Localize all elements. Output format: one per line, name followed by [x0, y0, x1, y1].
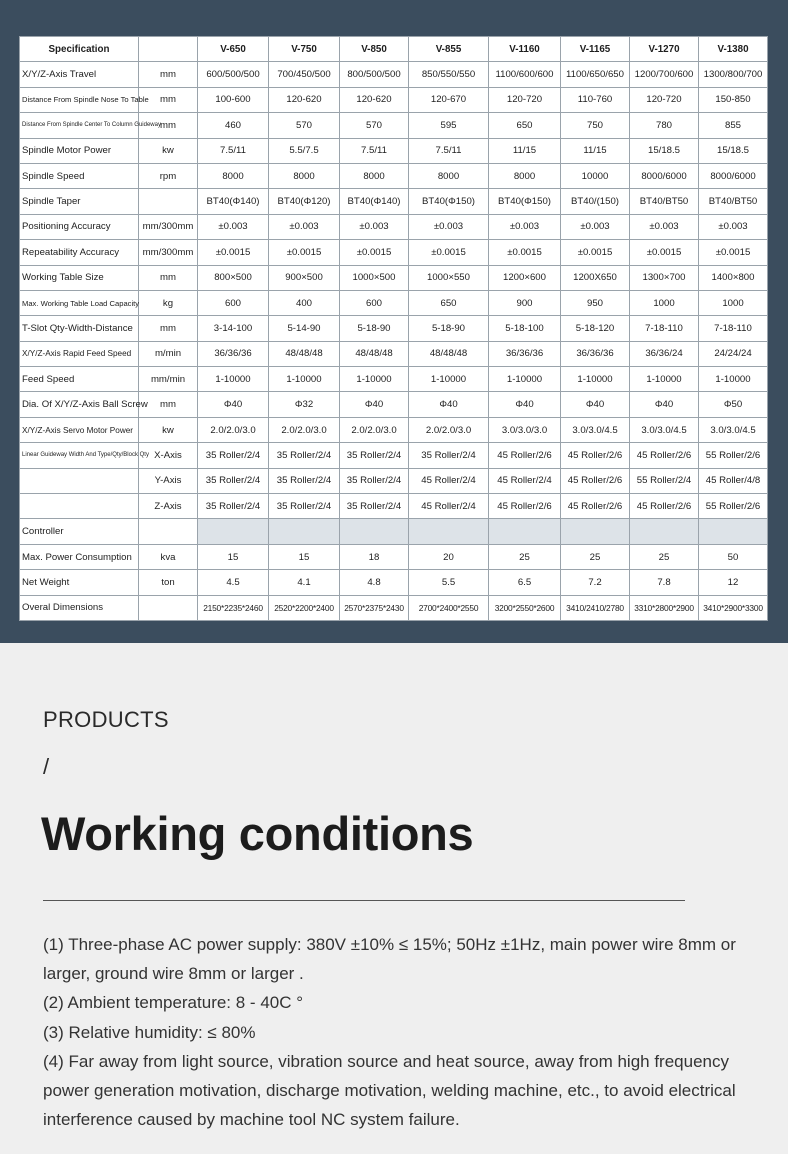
spec-unit: mm: [139, 265, 198, 290]
spec-unit: mm/min: [139, 367, 198, 392]
spec-value-cell: 120-620: [340, 87, 409, 112]
spec-value-cell: BT40(Φ150): [489, 189, 561, 214]
spec-value-cell: Φ40: [340, 392, 409, 417]
spec-value-cell: 7.5/11: [198, 138, 269, 163]
spec-value-cell: ±0.0015: [340, 240, 409, 265]
spec-value-cell: 7.2: [561, 570, 630, 595]
spec-value-cell: 150-850: [699, 87, 768, 112]
spec-value-cell: 1200/700/600: [630, 62, 699, 87]
spec-value-cell: Φ32: [269, 392, 340, 417]
spec-value-cell: 5-18-100: [489, 316, 561, 341]
spec-value-cell: 1100/600/600: [489, 62, 561, 87]
spec-value-cell: 45 Roller/2/6: [489, 494, 561, 519]
spec-value-cell: 750: [561, 113, 630, 138]
conditions-list: [43, 930, 763, 1134]
spec-value-cell: 1-10000: [198, 367, 269, 392]
spec-row: [20, 494, 768, 519]
spec-value-cell: 110-760: [561, 87, 630, 112]
spec-value-cell: 35 Roller/2/4: [198, 443, 269, 468]
spec-value-cell: 7.8: [630, 570, 699, 595]
spec-value-cell: 1-10000: [409, 367, 489, 392]
spec-value-cell: Φ40: [198, 392, 269, 417]
spec-value-cell: [630, 519, 699, 544]
spec-row: [20, 316, 768, 341]
spec-unit: mm: [139, 62, 198, 87]
spec-value-cell: 5-18-120: [561, 316, 630, 341]
spec-value-cell: 1-10000: [489, 367, 561, 392]
spec-value-cell: 2.0/2.0/3.0: [198, 417, 269, 442]
spec-value-cell: 45 Roller/2/4: [409, 494, 489, 519]
spec-value-cell: 18: [340, 544, 409, 569]
spec-value-cell: 25: [489, 544, 561, 569]
spec-param-label: Repeatability Accuracy: [20, 240, 139, 265]
spec-row: [20, 214, 768, 239]
spec-value-cell: ±0.0015: [409, 240, 489, 265]
spec-value-cell: 600: [198, 290, 269, 315]
spec-value-cell: 35 Roller/2/4: [198, 468, 269, 493]
spec-value-cell: 15: [198, 544, 269, 569]
spec-value-cell: 1000×550: [409, 265, 489, 290]
spec-value-cell: 3410/2410/2780: [561, 595, 630, 620]
spec-value-cell: 24/24/24: [699, 341, 768, 366]
spec-table: [19, 36, 768, 621]
spec-row: [20, 341, 768, 366]
spec-unit: mm: [139, 113, 198, 138]
spec-value-cell: 2700*2400*2550: [409, 595, 489, 620]
spec-value-cell: 48/48/48: [340, 341, 409, 366]
spec-value-cell: 900×500: [269, 265, 340, 290]
spec-row: [20, 544, 768, 569]
spec-value-cell: BT40/BT50: [699, 189, 768, 214]
spec-value-cell: 45 Roller/2/6: [630, 443, 699, 468]
spec-value-cell: ±0.003: [561, 214, 630, 239]
spec-value-cell: 35 Roller/2/4: [340, 494, 409, 519]
spec-row: [20, 87, 768, 112]
spec-value-cell: 8000/6000: [699, 163, 768, 188]
spec-row: [20, 519, 768, 544]
spec-value-cell: 1-10000: [340, 367, 409, 392]
spec-unit: [139, 595, 198, 620]
spec-value-cell: 45 Roller/4/8: [699, 468, 768, 493]
spec-value-cell: Φ40: [561, 392, 630, 417]
spec-value-cell: [489, 519, 561, 544]
spec-param-label: [20, 494, 139, 519]
spec-param-label: Max. Working Table Load Capacity: [20, 290, 139, 315]
spec-value-cell: 55 Roller/2/6: [699, 443, 768, 468]
spec-value-cell: 1000: [699, 290, 768, 315]
spec-value-cell: 3.0/3.0/3.0: [489, 417, 561, 442]
spec-param-label: Spindle Motor Power: [20, 138, 139, 163]
spec-unit: kg: [139, 290, 198, 315]
spec-value-cell: [340, 519, 409, 544]
spec-row: [20, 595, 768, 620]
spec-value-cell: 45 Roller/2/6: [561, 443, 630, 468]
spec-value-cell: 120-720: [489, 87, 561, 112]
spec-row: [20, 240, 768, 265]
spec-unit: [139, 519, 198, 544]
spec-value-cell: 650: [409, 290, 489, 315]
spec-value-cell: 7.5/11: [340, 138, 409, 163]
spec-value-cell: BT40/BT50: [630, 189, 699, 214]
spec-row: [20, 265, 768, 290]
spec-value-cell: 25: [630, 544, 699, 569]
spec-value-cell: 5-18-90: [409, 316, 489, 341]
spec-param-label: Feed Speed: [20, 367, 139, 392]
spec-value-cell: BT40(Φ150): [409, 189, 489, 214]
spec-unit: kva: [139, 544, 198, 569]
spec-value-cell: 1300/800/700: [699, 62, 768, 87]
spec-value-cell: 400: [269, 290, 340, 315]
spec-value-cell: 36/36/36: [198, 341, 269, 366]
spec-param-label: T-Slot Qty-Width-Distance: [20, 316, 139, 341]
spec-value-cell: 5.5: [409, 570, 489, 595]
spec-param-label: Dia. Of X/Y/Z-Axis Ball Screw: [20, 392, 139, 417]
spec-unit: mm/300mm: [139, 240, 198, 265]
products-label: PRODUCTS: [43, 707, 169, 732]
spec-unit: kw: [139, 417, 198, 442]
header-model: V-1160: [489, 37, 561, 62]
spec-unit: mm: [139, 87, 198, 112]
header-model: V-1165: [561, 37, 630, 62]
spec-value-cell: 35 Roller/2/4: [340, 443, 409, 468]
spec-value-cell: [561, 519, 630, 544]
spec-value-cell: 1-10000: [269, 367, 340, 392]
spec-value-cell: 5-18-90: [340, 316, 409, 341]
spec-row: [20, 62, 768, 87]
header-model: V-750: [269, 37, 340, 62]
spec-unit: X-Axis: [139, 443, 198, 468]
spec-value-cell: 2.0/2.0/3.0: [409, 417, 489, 442]
spec-value-cell: BT40(Φ120): [269, 189, 340, 214]
spec-unit: mm/300mm: [139, 214, 198, 239]
spec-param-label: Overal Dimensions: [20, 595, 139, 620]
spec-value-cell: 10000: [561, 163, 630, 188]
spec-value-cell: 25: [561, 544, 630, 569]
spec-value-cell: 2.0/2.0/3.0: [269, 417, 340, 442]
spec-unit: rpm: [139, 163, 198, 188]
spec-param-label: Controller: [20, 519, 139, 544]
spec-value-cell: 8000: [198, 163, 269, 188]
spec-value-cell: 36/36/36: [489, 341, 561, 366]
spec-row: [20, 392, 768, 417]
spec-unit: Z-Axis: [139, 494, 198, 519]
spec-value-cell: ±0.003: [269, 214, 340, 239]
spec-value-cell: 800/500/500: [340, 62, 409, 87]
spec-row: [20, 113, 768, 138]
spec-unit: mm: [139, 316, 198, 341]
spec-value-cell: Φ40: [409, 392, 489, 417]
spec-value-cell: 6.5: [489, 570, 561, 595]
spec-value-cell: ±0.003: [340, 214, 409, 239]
spec-value-cell: 15/18.5: [630, 138, 699, 163]
condition-item: (3) Relative humidity: ≤ 80%: [43, 1022, 256, 1042]
spec-value-cell: 35 Roller/2/4: [340, 468, 409, 493]
spec-value-cell: ±0.0015: [198, 240, 269, 265]
spec-value-cell: 1300×700: [630, 265, 699, 290]
header-model: V-650: [198, 37, 269, 62]
spec-value-cell: ±0.003: [630, 214, 699, 239]
spec-value-cell: BT40(Φ140): [198, 189, 269, 214]
header-model: V-1270: [630, 37, 699, 62]
spec-value-cell: 45 Roller/2/4: [489, 468, 561, 493]
spec-value-cell: 50: [699, 544, 768, 569]
spec-param-label: X/Y/Z-Axis Servo Motor Power: [20, 417, 139, 442]
spec-value-cell: 800×500: [198, 265, 269, 290]
spec-row: [20, 189, 768, 214]
spec-row: [20, 367, 768, 392]
spec-value-cell: 7-18-110: [699, 316, 768, 341]
spec-value-cell: 55 Roller/2/4: [630, 468, 699, 493]
header-specification: Specification: [20, 37, 139, 62]
spec-value-cell: 1200×600: [489, 265, 561, 290]
spec-value-cell: 8000: [489, 163, 561, 188]
spec-value-cell: ±0.0015: [699, 240, 768, 265]
spec-row: [20, 468, 768, 493]
spec-param-label: Spindle Speed: [20, 163, 139, 188]
spec-unit: kw: [139, 138, 198, 163]
spec-value-cell: 595: [409, 113, 489, 138]
condition-item: (2) Ambient temperature: 8 - 40C °: [43, 993, 304, 1013]
spec-value-cell: Φ40: [630, 392, 699, 417]
spec-value-cell: 120-720: [630, 87, 699, 112]
spec-value-cell: 120-670: [409, 87, 489, 112]
spec-param-label: X/Y/Z-Axis Travel: [20, 62, 139, 87]
spec-value-cell: 2.0/2.0/3.0: [340, 417, 409, 442]
page-heading: Working conditions: [41, 807, 474, 860]
spec-value-cell: [409, 519, 489, 544]
spec-value-cell: 700/450/500: [269, 62, 340, 87]
spec-value-cell: 3.0/3.0/4.5: [630, 417, 699, 442]
spec-row: [20, 570, 768, 595]
spec-value-cell: 35 Roller/2/4: [409, 443, 489, 468]
heading-divider: [43, 900, 685, 901]
spec-value-cell: 20: [409, 544, 489, 569]
spec-unit: mm: [139, 392, 198, 417]
spec-unit: ton: [139, 570, 198, 595]
spec-value-cell: 4.1: [269, 570, 340, 595]
spec-value-cell: 12: [699, 570, 768, 595]
spec-value-cell: 600/500/500: [198, 62, 269, 87]
spec-value-cell: 2570*2375*2430: [340, 595, 409, 620]
spec-value-cell: 36/36/24: [630, 341, 699, 366]
spec-value-cell: ±0.0015: [630, 240, 699, 265]
spec-row: [20, 443, 768, 468]
spec-value-cell: [699, 519, 768, 544]
spec-value-cell: 1-10000: [630, 367, 699, 392]
spec-value-cell: 570: [340, 113, 409, 138]
spec-value-cell: 11/15: [561, 138, 630, 163]
spec-value-cell: 8000: [340, 163, 409, 188]
spec-value-cell: [198, 519, 269, 544]
header-unit: [139, 37, 198, 62]
spec-value-cell: BT40(Φ140): [340, 189, 409, 214]
spec-value-cell: 15/18.5: [699, 138, 768, 163]
spec-value-cell: 1-10000: [699, 367, 768, 392]
condition-item: (1) Three-phase AC power supply: 380V ±10% ≤ 15%; 50Hz ±1Hz, main power wire 8mm or larger, ground wire 8mm or larger .: [43, 935, 736, 984]
separator-slash: /: [43, 754, 50, 779]
spec-value-cell: 45 Roller/2/4: [409, 468, 489, 493]
spec-value-cell: 3200*2550*2600: [489, 595, 561, 620]
spec-value-cell: 1400×800: [699, 265, 768, 290]
spec-value-cell: 1100/650/650: [561, 62, 630, 87]
spec-value-cell: 11/15: [489, 138, 561, 163]
spec-value-cell: 2520*2200*2400: [269, 595, 340, 620]
spec-value-cell: 1000: [630, 290, 699, 315]
condition-item: (4) Far away from light source, vibration source and heat source, away from high frequency power generation motivation, discharge motivation, welding machine, etc., to avoid electrical interference caused by machine tool NC system failure.: [43, 1051, 736, 1130]
spec-row: [20, 290, 768, 315]
spec-param-label: [20, 468, 139, 493]
spec-value-cell: 3.0/3.0/4.5: [561, 417, 630, 442]
spec-value-cell: 8000: [269, 163, 340, 188]
spec-value-cell: ±0.003: [409, 214, 489, 239]
spec-value-cell: Φ40: [489, 392, 561, 417]
spec-value-cell: BT40/(150): [561, 189, 630, 214]
spec-value-cell: ±0.0015: [561, 240, 630, 265]
spec-value-cell: 48/48/48: [269, 341, 340, 366]
spec-value-cell: 35 Roller/2/4: [269, 468, 340, 493]
spec-value-cell: 100-600: [198, 87, 269, 112]
spec-value-cell: ±0.003: [699, 214, 768, 239]
spec-param-label: Linear Guideway Width And Type/Qty/Block Qty: [20, 443, 139, 468]
spec-value-cell: 4.8: [340, 570, 409, 595]
spec-header-row: [20, 37, 768, 62]
spec-value-cell: 950: [561, 290, 630, 315]
spec-value-cell: 460: [198, 113, 269, 138]
spec-value-cell: 7.5/11: [409, 138, 489, 163]
spec-value-cell: 1-10000: [561, 367, 630, 392]
spec-param-label: X/Y/Z-Axis Rapid Feed Speed: [20, 341, 139, 366]
spec-value-cell: ±0.0015: [269, 240, 340, 265]
spec-value-cell: 900: [489, 290, 561, 315]
spec-value-cell: 35 Roller/2/4: [269, 494, 340, 519]
spec-param-label: Positioning Accuracy: [20, 214, 139, 239]
spec-value-cell: 3410*2900*3300: [699, 595, 768, 620]
spec-value-cell: [269, 519, 340, 544]
spec-value-cell: 600: [340, 290, 409, 315]
spec-value-cell: 55 Roller/2/6: [699, 494, 768, 519]
spec-value-cell: ±0.003: [198, 214, 269, 239]
spec-value-cell: ±0.003: [489, 214, 561, 239]
spec-row: [20, 417, 768, 442]
spec-value-cell: 120-620: [269, 87, 340, 112]
spec-value-cell: 4.5: [198, 570, 269, 595]
spec-value-cell: 780: [630, 113, 699, 138]
header-model: V-855: [409, 37, 489, 62]
spec-value-cell: 8000/6000: [630, 163, 699, 188]
spec-param-label: Distance From Spindle Nose To Table: [20, 87, 139, 112]
spec-param-label: Spindle Taper: [20, 189, 139, 214]
spec-value-cell: 45 Roller/2/6: [561, 468, 630, 493]
spec-value-cell: 3.0/3.0/4.5: [699, 417, 768, 442]
spec-row: [20, 163, 768, 188]
header-model: V-1380: [699, 37, 768, 62]
spec-value-cell: 45 Roller/2/6: [489, 443, 561, 468]
spec-value-cell: 855: [699, 113, 768, 138]
spec-param-label: Max. Power Consumption: [20, 544, 139, 569]
spec-value-cell: 45 Roller/2/6: [561, 494, 630, 519]
spec-value-cell: 1200X650: [561, 265, 630, 290]
spec-value-cell: 35 Roller/2/4: [198, 494, 269, 519]
spec-value-cell: 3-14-100: [198, 316, 269, 341]
spec-value-cell: 2150*2235*2460: [198, 595, 269, 620]
spec-value-cell: 15: [269, 544, 340, 569]
spec-value-cell: 8000: [409, 163, 489, 188]
spec-row: [20, 138, 768, 163]
spec-param-label: Distance From Spindle Center To Column Guideway: [20, 113, 139, 138]
spec-value-cell: 3310*2800*2900: [630, 595, 699, 620]
spec-value-cell: 45 Roller/2/6: [630, 494, 699, 519]
spec-value-cell: 7-18-110: [630, 316, 699, 341]
spec-value-cell: 5-14-90: [269, 316, 340, 341]
spec-unit: [139, 189, 198, 214]
spec-value-cell: 48/48/48: [409, 341, 489, 366]
spec-value-cell: 650: [489, 113, 561, 138]
spec-value-cell: 5.5/7.5: [269, 138, 340, 163]
spec-value-cell: 570: [269, 113, 340, 138]
header-model: V-850: [340, 37, 409, 62]
spec-unit: m/min: [139, 341, 198, 366]
spec-value-cell: 850/550/550: [409, 62, 489, 87]
spec-value-cell: 36/36/36: [561, 341, 630, 366]
spec-value-cell: 1000×500: [340, 265, 409, 290]
spec-param-label: Working Table Size: [20, 265, 139, 290]
spec-value-cell: ±0.0015: [489, 240, 561, 265]
spec-value-cell: 35 Roller/2/4: [269, 443, 340, 468]
spec-param-label: Net Weight: [20, 570, 139, 595]
spec-unit: Y-Axis: [139, 468, 198, 493]
spec-value-cell: Φ50: [699, 392, 768, 417]
